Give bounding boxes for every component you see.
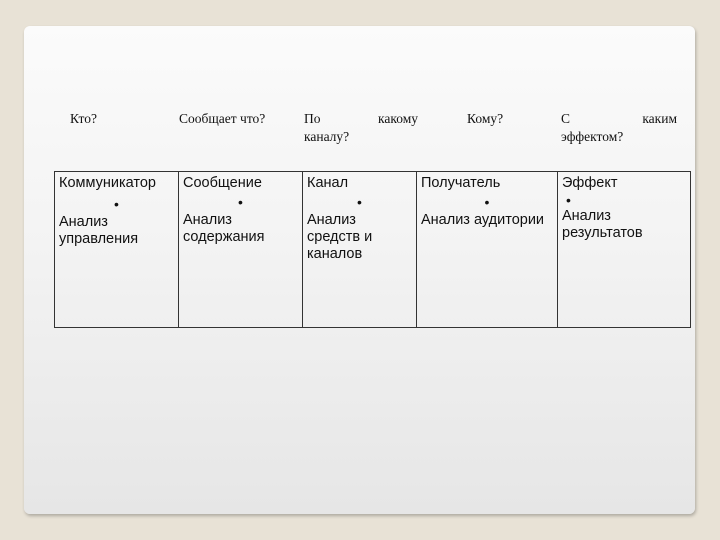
question-effect-line1: С каким — [561, 111, 677, 126]
table-row — [55, 172, 691, 328]
cell-body: Анализ содержания — [183, 212, 265, 245]
question-channel-line2: каналу? — [304, 129, 350, 144]
question-effect-line2: эффектом? — [561, 129, 624, 144]
cell-head: Канал — [307, 175, 349, 191]
question-who: Кто? — [70, 111, 97, 126]
bullet-icon: • — [238, 194, 243, 210]
question-whom: Кому? — [467, 111, 504, 126]
cell-body: Анализ аудитории — [421, 212, 545, 228]
question-channel-line1: По какому — [304, 111, 418, 126]
cell-communicator — [55, 172, 179, 328]
cell-head: Получатель — [421, 175, 501, 191]
cell-head: Эффект — [562, 175, 618, 191]
slide — [24, 26, 695, 514]
lasswell-model-table — [54, 171, 691, 328]
cell-body: Анализ управления — [59, 214, 139, 247]
bullet-icon: • — [484, 194, 490, 210]
bullet-icon: • — [566, 192, 571, 208]
cell-recipient — [417, 172, 558, 328]
cell-head: Коммуникатор — [59, 175, 156, 191]
cell-channel — [303, 172, 417, 328]
cell-effect — [558, 172, 691, 328]
cell-head: Сообщение — [183, 175, 262, 191]
cell-body: Анализ результатов — [562, 208, 643, 241]
cell-body: Анализ средств и каналов — [307, 212, 373, 262]
question-what: Сообщает что? — [179, 111, 266, 126]
bullet-icon: • — [357, 194, 362, 210]
cell-message — [179, 172, 303, 328]
bullet-icon: • — [114, 196, 119, 212]
